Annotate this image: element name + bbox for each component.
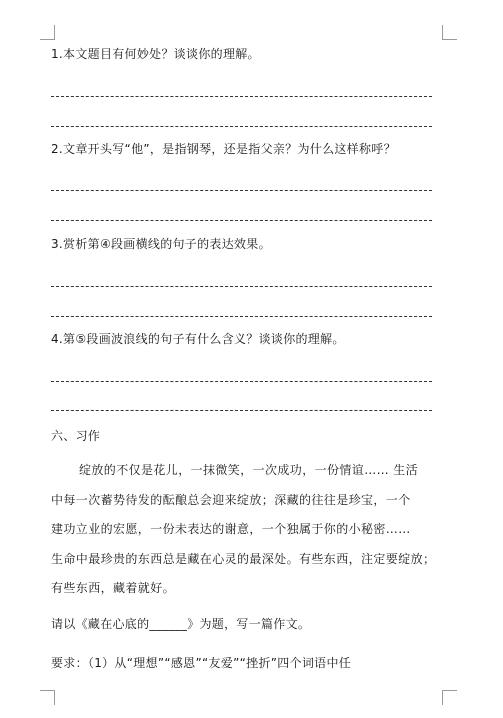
section-heading: 六、习作 <box>51 429 101 443</box>
page-corner-mark-top-right <box>442 25 457 40</box>
passage-line: 生命中最珍贵的东西总是藏在心灵的最深处。有些东西，注定要绽放； <box>51 552 436 566</box>
writing-requirement: 要求：（1）从“理想”“感恩”“友爱”“挫折”四个词语中任 <box>51 656 352 670</box>
question-2: 2.文章开头写“他”，是指钢琴，还是指父亲？为什么这样称呼？ <box>51 142 396 156</box>
answer-line[interactable] <box>51 410 432 411</box>
answer-line[interactable] <box>51 381 432 382</box>
question-3: 3.赏析第④段画横线的句子的表达效果。 <box>51 237 271 251</box>
passage-line: 建功立业的宏愿，一份未表达的谢意，一个独属于你的小秘密…… <box>51 522 411 536</box>
page-corner-mark-bottom-left <box>40 690 55 705</box>
page-corner-mark-bottom-right <box>442 690 457 705</box>
answer-line[interactable] <box>51 190 432 191</box>
question-4: 4.第⑤段画波浪线的句子有什么含义？谈谈你的理解。 <box>51 332 345 346</box>
answer-line[interactable] <box>51 96 432 97</box>
page-corner-mark-top-left <box>40 25 55 40</box>
writing-prompt: 请以《藏在心底的______》为题，写一篇作文。 <box>51 617 311 631</box>
answer-line[interactable] <box>51 126 432 127</box>
passage-line: 中每一次蓄势待发的酝酿总会迎来绽放；深藏的往往是珍宝，一个 <box>51 493 411 507</box>
answer-line[interactable] <box>51 220 432 221</box>
question-1: 1.本文题目有何妙处？谈谈你的理解。 <box>51 47 260 61</box>
answer-line[interactable] <box>51 316 432 317</box>
passage-line: 绽放的不仅是花儿，一抹微笑，一次成功，一份情谊…… 生活 <box>79 463 419 477</box>
passage-line: 有些东西，藏着就好。 <box>51 581 176 595</box>
answer-line[interactable] <box>51 286 432 287</box>
